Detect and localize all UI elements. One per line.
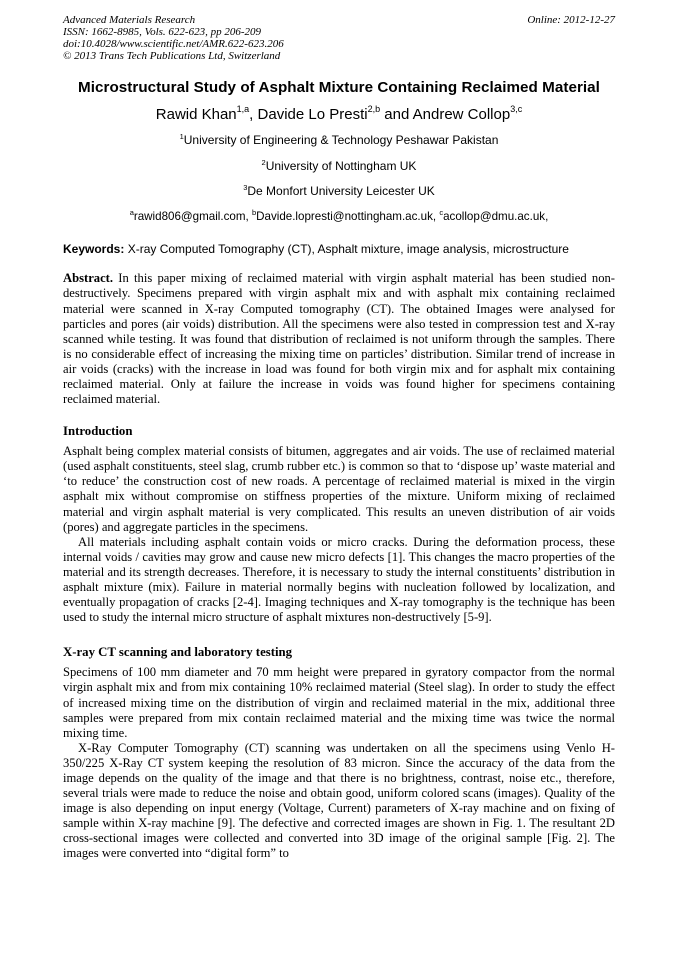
online-date: Online: 2012-12-27	[527, 14, 615, 26]
email-sup: c	[439, 207, 444, 217]
journal-name: Advanced Materials Research	[63, 14, 196, 26]
email-address[interactable]: Davide.lopresti@nottingham.ac.uk,	[256, 209, 440, 223]
paper-page	[63, 14, 615, 862]
author-sup: 1,a	[236, 104, 250, 114]
keywords	[63, 241, 615, 257]
affiliation-2	[63, 152, 615, 178]
author-emails	[63, 203, 615, 227]
email-address[interactable]: rawid806@gmail.com,	[133, 209, 252, 223]
email-address[interactable]: acollop@dmu.ac.uk,	[443, 209, 549, 223]
author-name: Rawid Khan	[155, 106, 237, 123]
affiliation-text: University of Engineering & Technology Peshawar Pakistan	[183, 133, 499, 147]
affiliation-1	[63, 126, 615, 152]
author-name: Davide Lo Presti	[257, 106, 368, 123]
email-sup: b	[251, 207, 257, 217]
section-heading-introduction: Introduction	[63, 424, 133, 439]
email-sup: a	[129, 207, 134, 217]
paragraph: Asphalt being complex material consists of bitumen, aggregates and air voids. The use of reclaimed material (used asphalt constituents, steel slag, crumb rubber etc.) is common so that to ‘dispose up’ waste material and ‘to reduce’ the construction cost of new roads. A percentage of reclaimed material is mixed in the virgin asphalt mix without compromise on stiffness properties of the mixture. Uniform mixing of reclaimed material and virgin asphalt material is very complicated. This results an uneven distribution of air voids (pores) and aggregate particles in the specimens.	[63, 444, 615, 534]
paragraph: X-Ray Computer Tomography (CT) scanning was undertaken on all the specimens using Venlo H-350/225 X-Ray CT system keeping the resolution of 83 micron. Since the accuracy of the data from the image depends on the quality of the image and that there is no brightness, contrast, noise etc., therefore, several trials were made to reduce the noise and obtain good, uniform colored scans (images). Quality of the image is also depending on input energy (Voltage, Current) parameters of X-ray machine and on fixing of sample within X-ray machine [9]. The defective and corrected images are shown in Fig. 1. The resultant 2D cross-sectional images were collected and converted into 3D image of the original sample [Fig. 2]. The images were converted into “digital form” to	[63, 740, 615, 861]
affiliation-sup: 3	[243, 183, 248, 192]
paper-title: Microstructural Study of Asphalt Mixture Containing Reclaimed Material	[78, 79, 600, 96]
keywords-label: Keywords:	[63, 242, 125, 257]
paragraph: All materials including asphalt contain voids or micro cracks. During the deformation process, these internal voids / cavities may grow and cause new micro defects [1]. This changes the macro properties of the material and its strength decreases. Therefore, it is necessary to study the internal constituents’ distribution in asphalt mixture (mix). Failure in material normally begins with nucleation followed by localization, and eventually propagation of cracks [2-4]. Imaging techniques and X-ray tomography is the technique has been used to study the internal micro structure of asphalt mixtures non-destructively [5-9].	[63, 534, 615, 625]
abstract-label: Abstract.	[63, 271, 114, 286]
issn-line: ISSN: 1662-8985, Vols. 622-623, pp 206-209	[63, 26, 261, 38]
author-sup: 2,b	[367, 104, 381, 114]
doi-line: doi:10.4028/www.scientific.net/AMR.622-623.206	[63, 38, 284, 50]
keywords-text: X-ray Computed Tomography (CT), Asphalt mixture, image analysis, microstructure	[124, 242, 569, 257]
affiliation-3	[63, 177, 615, 203]
author-list	[63, 99, 615, 126]
author-name: Andrew Collop	[412, 106, 511, 123]
section-heading-xray-ct: X-ray CT scanning and laboratory testing	[63, 645, 293, 660]
affiliation-sup: 2	[261, 157, 266, 167]
affiliation-text: De Monfort University Leicester UK	[247, 184, 435, 198]
affiliations	[63, 126, 615, 203]
author-separator: ,	[249, 106, 258, 123]
author-sup: 3,c	[510, 104, 523, 114]
copyright-line: © 2013 Trans Tech Publications Ltd, Switzerland	[63, 50, 281, 62]
affiliation-text: University of Nottingham UK	[265, 158, 417, 173]
abstract-text: In this paper mixing of reclaimed material with virgin asphalt material has been studied non-destructively. Specimens prepared with virgin asphalt mix and with asphalt mix containing reclaimed material were scanned in X-ray Computed tomography (CT). The obtained Images were analysed for particles and pores (air voids) distribution. All the specimens were also tested in compression test and X-ray scanned while testing. It was found that distribution of reclaimed is not uniform through the samples. There is no considerable effect of increasing the mixing time on particles’ distribution. Similar trend of increase in air voids (cracks) with the increase in load was found for both virgin mix and for asphalt mix containing reclaimed material. Only at failure the increase in voids was found higher for specimens containing reclaimed material.	[63, 271, 615, 407]
author-separator: and	[380, 106, 413, 123]
abstract	[63, 271, 615, 407]
paragraph: Specimens of 100 mm diameter and 70 mm height were prepared in gyratory compactor from the normal virgin asphalt mix and from mix containing 10% reclaimed material (Steel slag). In order to study the effect of increased mixing time on the distribution of virgin and reclaimed material in the mix, additional three samples were prepared from mix contain reclaimed material and the mixing time was twice the normal mixing time.	[63, 665, 615, 740]
affiliation-sup: 1	[179, 132, 184, 141]
